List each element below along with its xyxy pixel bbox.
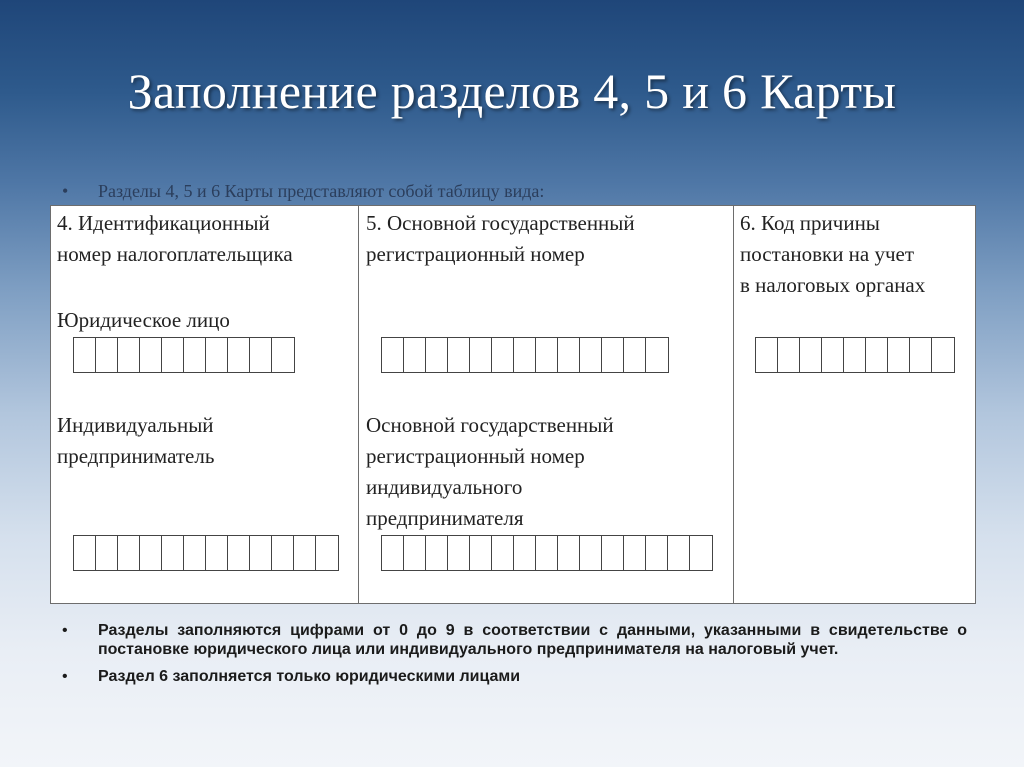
slide-title: Заполнение разделов 4, 5 и 6 Карты [127, 63, 897, 119]
digit-box [228, 338, 250, 372]
column-divider-1 [358, 206, 359, 603]
digit-box [382, 338, 404, 372]
digit-box [74, 536, 96, 570]
digit-box [646, 338, 668, 372]
notes-list [62, 621, 967, 694]
col1-individual-label: Индивидуальный предприниматель [57, 413, 215, 468]
digit-box [866, 338, 888, 372]
digit-box [844, 338, 866, 372]
note-text: Разделы заполняются цифрами от 0 до 9 в соответствии с данными, указанными в свидетельстве о постановке юридического лица или индивидуального предпринимателя на налоговый учет. [98, 622, 967, 658]
digit-box [426, 536, 448, 570]
digit-box [668, 536, 690, 570]
digit-box [624, 338, 646, 372]
digit-box [558, 338, 580, 372]
digit-box [184, 536, 206, 570]
digit-box [536, 536, 558, 570]
digit-box [514, 338, 536, 372]
digit-box [800, 338, 822, 372]
intro-text: Разделы 4, 5 и 6 Карты представляют собой таблицу вида: [98, 181, 545, 201]
digit-box [272, 536, 294, 570]
col2-legal-boxes [381, 337, 669, 373]
digit-box [206, 536, 228, 570]
digit-box [536, 338, 558, 372]
note-bullet: • [62, 622, 68, 639]
digit-box [910, 338, 932, 372]
digit-box [470, 536, 492, 570]
digit-box [96, 536, 118, 570]
digit-box [448, 338, 470, 372]
digit-box [580, 338, 602, 372]
digit-box [382, 536, 404, 570]
digit-box [316, 536, 338, 570]
digit-box [602, 338, 624, 372]
digit-box [162, 338, 184, 372]
digit-box [96, 338, 118, 372]
digit-box [404, 338, 426, 372]
digit-box [470, 338, 492, 372]
col1-header: 4. Идентификационный номер налогоплательщика [57, 211, 293, 266]
col3-legal-boxes [755, 337, 955, 373]
digit-box [250, 536, 272, 570]
form-table [50, 205, 976, 604]
digit-box [118, 338, 140, 372]
digit-box [250, 338, 272, 372]
digit-box [140, 338, 162, 372]
digit-box [118, 536, 140, 570]
digit-box [228, 536, 250, 570]
col1-legal-label: Юридическое лицо [57, 308, 230, 332]
note-text: Раздел 6 заполняется только юридическими лицами [98, 668, 521, 685]
digit-box [404, 536, 426, 570]
digit-box [822, 338, 844, 372]
digit-box [888, 338, 910, 372]
note-bullet: • [62, 668, 68, 685]
col3-header: 6. Код причины постановки на учет в налоговых органах [740, 211, 926, 297]
digit-box [448, 536, 470, 570]
column-divider-2 [733, 206, 734, 603]
digit-box [624, 536, 646, 570]
digit-box [74, 338, 96, 372]
note-item [62, 667, 967, 686]
col2-individual-boxes [381, 535, 713, 571]
digit-box [492, 536, 514, 570]
col2-header: 5. Основной государственный регистрационный номер [366, 211, 635, 266]
digit-box [932, 338, 954, 372]
digit-box [602, 536, 624, 570]
digit-box [426, 338, 448, 372]
digit-box [140, 536, 162, 570]
digit-box [558, 536, 580, 570]
digit-box [690, 536, 712, 570]
intro-bullet: • [62, 181, 69, 201]
digit-box [580, 536, 602, 570]
digit-box [646, 536, 668, 570]
digit-box [272, 338, 294, 372]
col1-legal-boxes [73, 337, 295, 373]
digit-box [778, 338, 800, 372]
note-item [62, 621, 967, 659]
digit-box [294, 536, 316, 570]
intro-line [62, 181, 962, 202]
digit-box [514, 536, 536, 570]
digit-box [162, 536, 184, 570]
digit-box [184, 338, 206, 372]
digit-box [492, 338, 514, 372]
digit-box [756, 338, 778, 372]
col1-individual-boxes [73, 535, 339, 571]
col2-individual-label: Основной государственный регистрационный номер индивидуального предпринимателя [366, 413, 614, 530]
digit-box [206, 338, 228, 372]
